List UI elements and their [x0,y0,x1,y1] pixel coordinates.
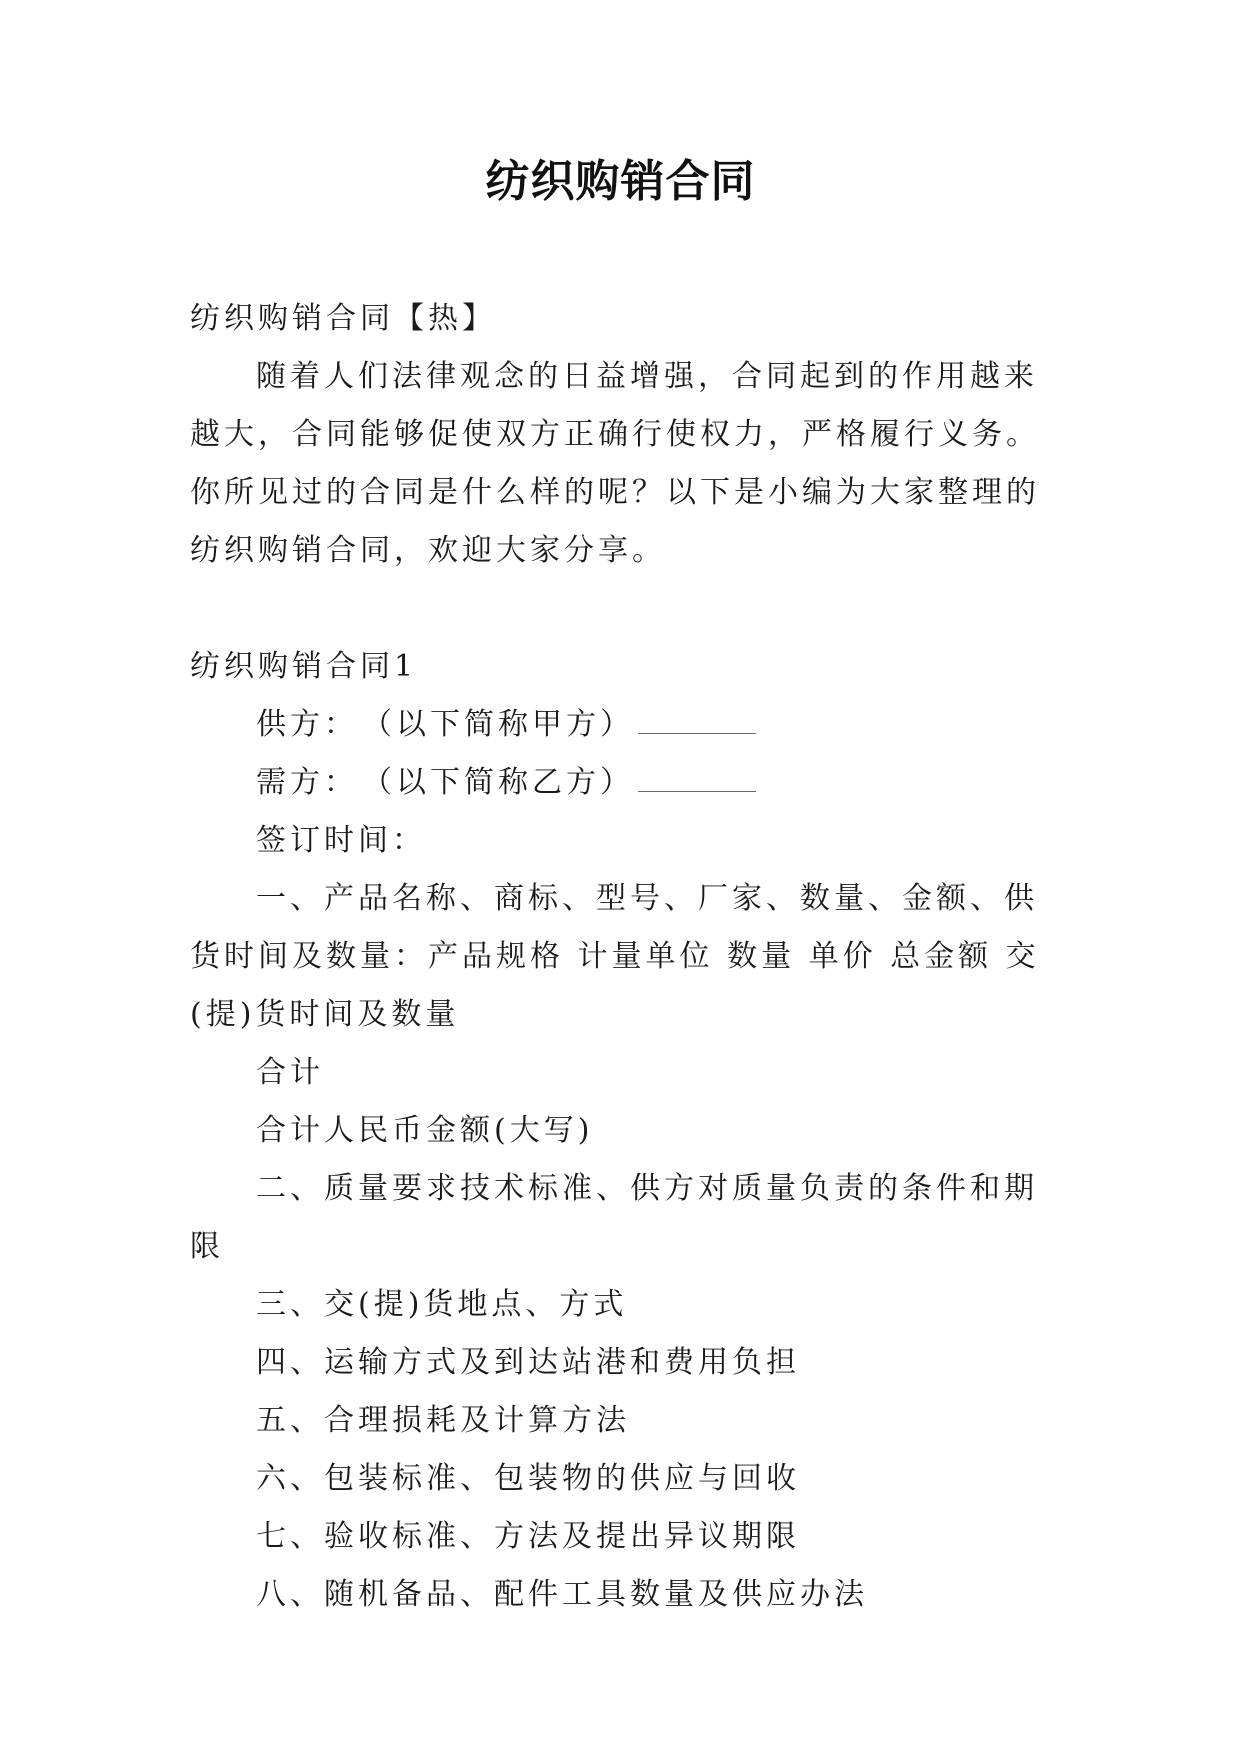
paragraph-gap [190,580,1055,638]
clause-3: 三、交(提)货地点、方式 [256,1287,628,1322]
document-body [190,290,1055,1624]
clause-1: 一、产品名称、商标、型号、厂家、数量、金额、供货时间及数量：产品规格 计量单位 数量 单价 总金额 交(提)货时间及数量 [190,881,1040,1032]
clause-8: 八、随机备品、配件工具数量及供应办法 [256,1577,868,1612]
document-title: 纺织购销合同 [485,156,756,207]
supplier-blank [638,699,756,734]
sign-time-line: 签订时间： [256,823,426,858]
section-heading: 纺织购销合同1 [190,649,418,684]
clause-5: 五、合理损耗及计算方法 [256,1403,630,1438]
buyer-line [190,754,1055,812]
buyer-blank [638,757,756,792]
intro-heading: 纺织购销合同【热】 [190,301,496,336]
clause-2: 二、质量要求技术标准、供方对质量负责的条件和期限 [190,1171,1038,1264]
clause-6: 六、包装标准、包装物的供应与回收 [256,1461,800,1496]
clause-4: 四、运输方式及到达站港和费用负担 [256,1345,800,1380]
total-line: 合计 [256,1055,324,1090]
supplier-label: 供方： （以下简称甲方） [256,707,634,742]
intro-paragraph: 随着人们法律观念的日益增强，合同起到的作用越来越大，合同能够促使双方正确行使权力，严格履行义务。你所见过的合同是什么样的呢？以下是小编为大家整理的纺织购销合同，欢迎大家分享。 [190,359,1040,568]
buyer-label: 需方： （以下简称乙方） [256,765,634,800]
supplier-line [190,696,1055,754]
clause-7: 七、验收标准、方法及提出异议期限 [256,1519,800,1554]
total-rmb-line: 合计人民币金额(大写) [256,1113,594,1148]
